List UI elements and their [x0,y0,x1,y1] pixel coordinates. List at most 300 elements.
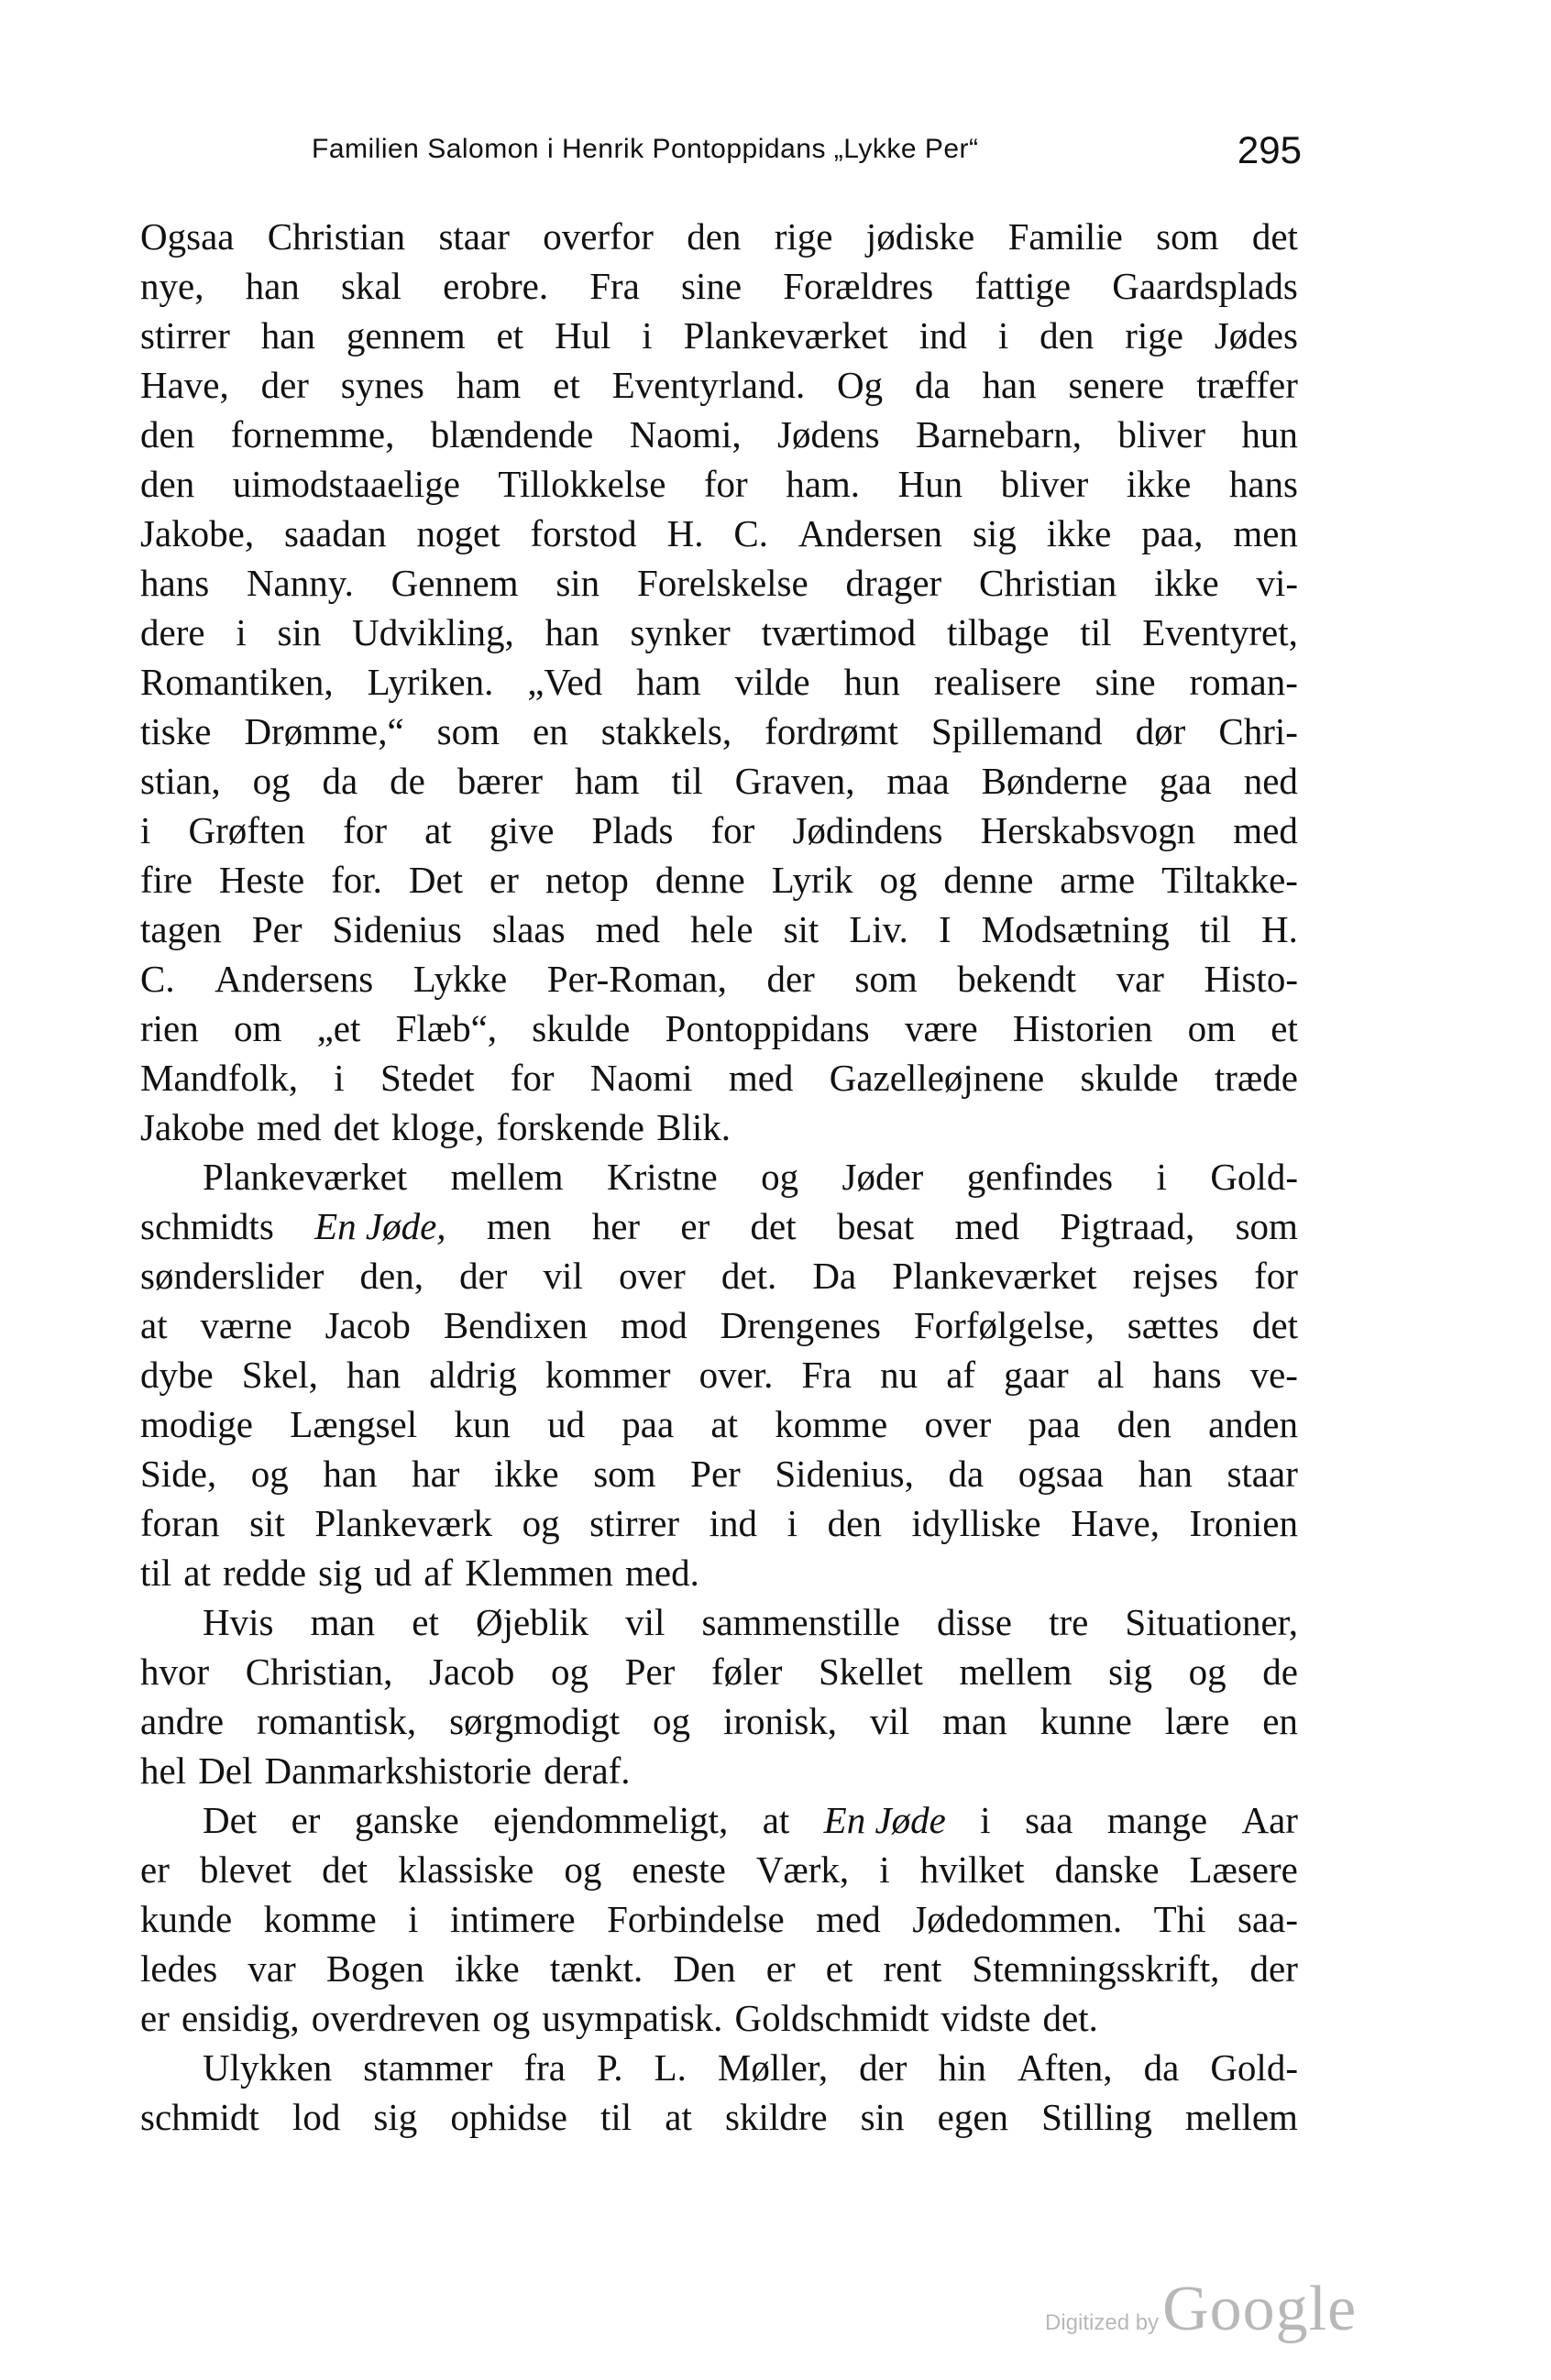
word: Pontoppidans [665,1007,870,1049]
italic-title-word: En Jøde [823,1799,946,1841]
word: det [322,1848,368,1891]
word: intimere [450,1898,576,1940]
text-line [140,410,1298,459]
word: tænkt. [549,1947,644,1990]
word: Naomi [589,1057,693,1099]
word: for. [331,859,382,901]
word: saa- [1237,1898,1298,1940]
word: den [140,413,195,455]
word: Plankeværket [203,1156,408,1198]
word: vilde [734,661,810,703]
word: H. [1260,908,1298,950]
word: give [489,809,555,851]
word: Fra [801,1354,852,1396]
word: stirrer [140,314,230,356]
text-line [140,1449,1298,1498]
word: nye, [140,265,204,307]
word: Spillemand [930,710,1103,752]
word: Ogsaa [140,215,235,258]
word: er [140,1997,170,2039]
text-line [140,1597,1298,1647]
word: Christian [978,562,1117,604]
word: kunne [1040,1700,1132,1742]
word: Histo- [1204,958,1298,1000]
word: den [1116,1403,1172,1445]
word: roman- [1189,661,1298,703]
word: med [595,908,661,950]
word: C. [140,958,175,1000]
word: aldrig [429,1354,517,1396]
word: over [924,1403,992,1445]
word: det [333,1106,380,1148]
word: Plankeværk [314,1502,493,1544]
word: det [1251,215,1298,258]
word: ud [374,1552,412,1594]
word: han [323,1453,378,1495]
word: ironisk, [722,1700,838,1742]
word: sit [783,908,820,950]
text-line [140,1201,1298,1251]
word: hun [1241,413,1298,455]
word: uimodstaaelige [232,463,460,505]
word: mellem [450,1156,564,1198]
word: danske [1054,1848,1160,1891]
word: rien [140,1007,199,1049]
text-line [140,1102,1298,1152]
word: til [600,2096,632,2138]
word: klassiske [398,1848,534,1891]
word: Da [812,1255,857,1297]
word: Grøften [188,809,306,851]
word: sit [249,1502,285,1544]
word: i [879,1848,890,1891]
word: var [1116,958,1164,1000]
word: ham [636,661,701,703]
text-line [140,1350,1298,1399]
word: netop [544,859,629,901]
word: føler [710,1651,783,1693]
word: Stemningsskrift, [972,1947,1220,1990]
text-line [140,1647,1298,1696]
word: Sidenius, [775,1453,914,1495]
text-line [140,509,1298,558]
word: rejses [1132,1255,1218,1297]
word: vil [543,1255,583,1297]
word: Jakobe, [140,512,255,554]
word: drager [845,562,942,604]
word: Barnebarn, [915,413,1082,455]
word: Romantiken, [140,661,334,703]
word: det [750,1205,797,1247]
word: i [997,314,1009,356]
word: Situationer, [1125,1601,1298,1643]
word: sin [277,611,322,653]
word: der [1249,1947,1298,1990]
word: at [762,1799,790,1841]
word: Eventyrland. [611,364,806,406]
word: ind [918,314,968,356]
word: arme [1060,859,1136,901]
word: skal [340,265,402,307]
word: i [642,314,653,356]
text-line [140,1993,1298,2043]
word: man [942,1700,1007,1742]
text-line [140,1004,1298,1053]
word: Fra [589,265,640,307]
word: Gold- [1210,1156,1298,1198]
word: er [680,1205,710,1247]
word: rent [883,1947,942,1990]
word: Længsel [290,1403,418,1445]
digitized-by-label: Digitized by [1045,2310,1160,2335]
word: noget [416,512,500,554]
word: Blik. [656,1106,731,1148]
word: men [486,1205,552,1247]
word: den [827,1502,882,1544]
word: kunde [140,1898,233,1940]
text-line [140,459,1298,509]
word: ikke [1126,463,1192,505]
word: den, [359,1255,424,1297]
word: slaas [491,908,566,950]
word: Hun [897,463,963,505]
text-line [140,261,1298,311]
text-line [140,657,1298,707]
word: Andersen [798,512,943,554]
word: H. [666,512,704,554]
word: gaar [1004,1354,1069,1396]
word: bliver [1117,413,1206,455]
body-text [140,212,1298,2142]
word: med [728,1057,794,1099]
word: Skellet [819,1651,923,1693]
word: er [291,1799,321,1841]
word: Jødindens [792,809,943,851]
word: vil [869,1700,910,1742]
digitized-by-google-watermark [1045,2273,1357,2346]
word: gaa [1159,760,1212,802]
word: foran [140,1502,220,1544]
word: Det [408,859,464,901]
word: skildre [724,2096,828,2138]
word: al [1096,1354,1125,1396]
word: tværtimod [761,611,917,653]
word: med [1233,809,1298,851]
word: den [1040,314,1094,356]
word: Skel, [241,1354,318,1396]
word: maa [886,760,950,802]
word: med. [625,1552,699,1594]
word: træde [1214,1057,1298,1099]
word: det. [720,1255,777,1297]
word: at [710,1403,739,1445]
word: ledes [140,1947,218,1990]
word: kun [454,1403,511,1445]
word: Forfølgelse, [913,1304,1094,1346]
word: Goldschmidt [734,1997,930,2039]
word: P. [597,2046,623,2089]
word: tagen [140,908,222,950]
text-line [140,1894,1298,1944]
word: Gazelleøjnene [829,1057,1045,1099]
word: hun [843,661,900,703]
word: da [322,760,358,802]
word: tre [1049,1601,1089,1643]
text-line [140,1944,1298,1993]
word: Udvikling, [352,611,514,653]
word: andre [140,1700,225,1742]
word: er [765,1947,796,1990]
text-line [140,1548,1298,1597]
word: Danmarkshistorie [264,1749,532,1792]
word: Pigtraad, [1060,1205,1195,1247]
word: Herskabsvogn [980,809,1196,851]
word: Det [203,1799,258,1841]
word: i [334,1057,345,1099]
word: „Ved [527,661,603,703]
word: et [553,364,580,406]
word: komme [263,1898,377,1940]
word: ned [1243,760,1298,802]
word: de [390,760,425,802]
word: blevet [199,1848,292,1891]
word: paa [1028,1403,1081,1445]
word: ikke [455,1947,520,1990]
word: i [1156,1156,1167,1198]
word: han [544,611,600,653]
word: paa [622,1403,675,1445]
word: sammenstille [701,1601,900,1643]
word: man [310,1601,376,1643]
word: som [593,1453,656,1495]
word: han [346,1354,402,1396]
word: Bogen [325,1947,424,1990]
text-line [140,1746,1298,1795]
text-line [140,1399,1298,1449]
word: sine [1094,661,1156,703]
word: Side, [140,1453,217,1495]
word: gennem [346,314,466,356]
word: for [710,809,755,851]
word: staar [438,215,510,258]
word: han [1138,1453,1193,1495]
word: Jødedommen. [912,1898,1123,1940]
word: sørgmodigt [449,1700,621,1742]
word: ogsaa [1018,1453,1105,1495]
word: og [1188,1651,1226,1693]
word: Jacob [324,1304,411,1346]
word: egen [937,2096,1009,2138]
word: hans [1228,463,1298,505]
word: Have, [1071,1502,1160,1544]
word: Ironien [1189,1502,1298,1544]
word: de [1262,1651,1298,1693]
word: L. [654,2046,687,2089]
word: Flæb“, [395,1007,498,1049]
word: sig [373,2096,418,2138]
word: Per-Roman, [546,958,727,1000]
word: Plankeværket [683,314,888,356]
word: vil [625,1601,666,1643]
word: kloge, [390,1106,485,1148]
text-line [140,855,1298,905]
word: med [954,1205,1020,1247]
word: ensidig, [181,1997,300,2039]
word: dere [140,611,205,653]
word: om [1187,1007,1237,1049]
word: hele [690,908,754,950]
word: til [1080,611,1112,653]
word: jødiske [865,215,975,258]
word: der [260,364,309,406]
word: idylliske [911,1502,1041,1544]
word: fornemme, [230,413,395,455]
word: Modsætning [981,908,1170,950]
word: Lyrik [771,859,853,901]
word: Jødes [1214,314,1298,356]
word: har [412,1453,460,1495]
word: rige [1125,314,1183,356]
word: romantisk, [256,1700,417,1742]
word: for [510,1057,555,1099]
word: Møller, [717,2046,829,2089]
word: over. [698,1354,774,1396]
word: i [980,1799,991,1841]
word: Forelskelse [636,562,808,604]
word: hvilket [919,1848,1025,1891]
word: bærer [456,760,544,802]
word: da [1143,2046,1180,2089]
word: overdreven [311,1997,481,2039]
word: over [618,1255,686,1297]
word: ham [574,760,640,802]
word: ophidse [450,2096,567,2138]
text-line [140,1498,1298,1548]
word: som [854,958,918,1000]
word: anden [1208,1403,1298,1445]
word: nu [880,1354,918,1396]
text-line [140,2043,1298,2092]
word: Forbindelse [607,1898,785,1940]
word: schmidt [140,2096,259,2138]
word: „et [316,1007,361,1049]
word: var [248,1947,296,1990]
word: ikke [1154,562,1219,604]
page-header [312,128,1302,183]
running-head: Familien Salomon i Henrik Pontoppidans „Lykke Per“ [312,134,979,164]
word: af [424,1552,454,1594]
word: et [412,1601,439,1643]
word: Per [251,908,302,950]
word: et [496,314,524,356]
word: Aar [1241,1799,1298,1841]
word: den [140,463,195,505]
text-line [140,1795,1298,1845]
word: og [252,760,291,802]
word: en [533,710,568,752]
word: overfor [543,215,654,258]
word: Hul [554,314,611,356]
word: og [653,1700,691,1742]
word: Tillokkelse [498,463,666,505]
word: hans [1152,1354,1222,1396]
word: sønderslider [140,1255,324,1297]
word: Gaardsplads [1112,265,1298,307]
word: erobre. [443,265,549,307]
word: ikke [1046,512,1112,554]
word: den [687,215,742,258]
text-line [140,806,1298,855]
word: mod [620,1304,688,1346]
word: eneste [632,1848,726,1891]
word: er [140,1848,170,1891]
word: Lyriken. [367,661,494,703]
word: Per [690,1453,741,1495]
word: fra [523,2046,566,2089]
word: en [1262,1700,1298,1742]
text-line [140,1696,1298,1746]
word: det [1251,1304,1298,1346]
word: Gennem [390,562,519,604]
word: kommer [544,1354,671,1396]
text-line [140,2092,1298,2142]
word: og [522,1502,560,1544]
word: Thi [1153,1898,1206,1940]
word: Gold- [1210,2046,1298,2089]
text-line [140,905,1298,954]
word: at [183,1552,211,1594]
word: Sidenius [332,908,462,950]
text-line [140,608,1298,657]
word: et [825,1947,853,1990]
word: der [859,2046,908,2089]
word: Jakobe [140,1106,245,1148]
word: Drømme,“ [244,710,404,752]
word: paa, [1141,512,1204,554]
word: Chri- [1218,710,1298,752]
text-line [140,311,1298,360]
word: Hvis [203,1601,274,1643]
word: lod [292,2096,341,2138]
word: stammer [363,2046,493,2089]
word: Mandfolk, [140,1057,298,1099]
word: ham. [786,463,861,505]
word: ikke [494,1453,559,1495]
word: hel [140,1749,187,1792]
word: synker [630,611,731,653]
word: Del [198,1749,253,1792]
word: lære [1164,1700,1230,1742]
text-line [140,212,1298,261]
word: Nanny. [246,562,354,604]
word: der [766,958,815,1000]
word: at [665,2096,692,2138]
word: denne [654,859,745,901]
word: disse [936,1601,1012,1643]
word: sig [1108,1651,1152,1693]
word: Stedet [380,1057,475,1099]
word: hans [140,562,210,604]
word: stian, [140,760,221,802]
word: Forældres [783,265,934,307]
word: men [1233,512,1298,554]
word: vidste [940,1997,1031,2039]
word: og [761,1156,799,1198]
word: ganske [354,1799,459,1841]
word: til [671,760,703,802]
word: Lykke [412,958,508,1000]
word: Bendixen [443,1304,588,1346]
